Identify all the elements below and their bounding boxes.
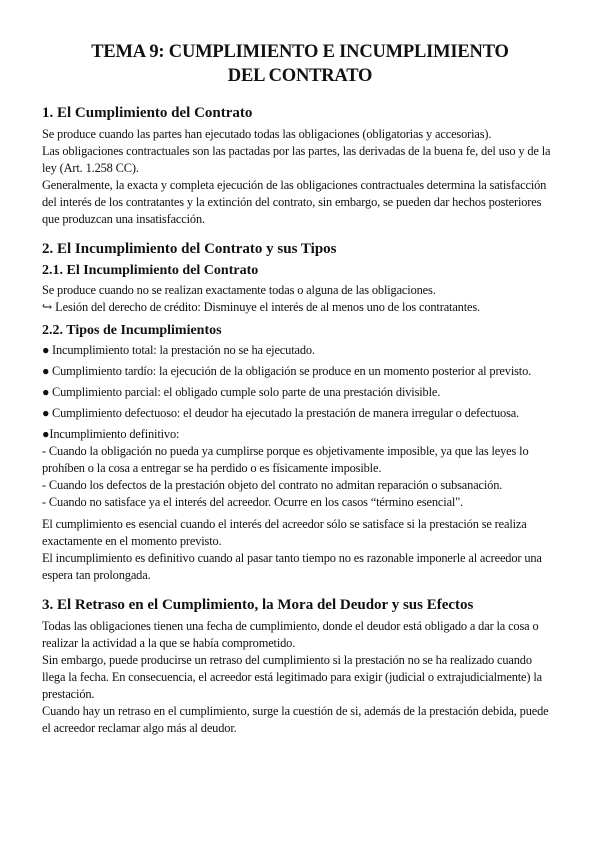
bullet-icon: ● [42, 406, 50, 420]
list-item: ● Cumplimiento tardío: la ejecución de la obligación se produce en un momento posterior al previsto. [42, 364, 532, 378]
subsection-2-2 [42, 322, 558, 584]
document-title [42, 40, 558, 88]
subsection-2-1-paragraph: Se produce cuando no se realizan exactamente todas o alguna de las obligaciones. [42, 283, 436, 297]
section-1-heading: 1. El Cumplimiento del Contrato [42, 105, 253, 121]
list-item: ● Cumplimiento parcial: el obligado cumple solo parte de una prestación divisible. [42, 385, 441, 399]
section-1-paragraph: Las obligaciones contractuales son las pactadas por las partes, las derivadas de la buena fe, del uso y de la ley (Art. 1.258 CC). [42, 144, 551, 175]
section-1-paragraph: Se produce cuando las partes han ejecutado todas las obligaciones (obligatorias y accesorias). [42, 127, 492, 141]
bullet-icon: ● [42, 385, 50, 399]
title-line-2: DEL CONTRATO [227, 66, 373, 86]
title-line-1: TEMA 9: CUMPLIMIENTO E INCUMPLIMIENTO [91, 42, 509, 62]
dash-item: - Cuando los defectos de la prestación objeto del contrato no admitan reparación o subsanación. [42, 478, 503, 492]
section-1 [42, 104, 558, 228]
bullet-icon: ● [42, 364, 50, 378]
list-item: ●Incumplimiento definitivo: [42, 427, 180, 441]
section-2-heading: 2. El Incumplimiento del Contrato y sus Tipos [42, 241, 337, 257]
subsection-2-1-heading: 2.1. El Incumplimiento del Contrato [42, 263, 259, 278]
section-3-paragraph: Cuando hay un retraso en el cumplimiento, surge la cuestión de si, además de la prestación debida, puede el acreedor reclamar algo más al deudor. [42, 704, 549, 735]
list-item: ● Incumplimiento total: la prestación no se ha ejecutado. [42, 343, 315, 357]
section-3-heading: 3. El Retraso en el Cumplimiento, la Mora del Deudor y sus Efectos [42, 597, 474, 613]
dash-item: - Cuando no satisface ya el interés del acreedor. Ocurre en los casos “término esencial". [42, 495, 464, 509]
section-2 [42, 240, 558, 584]
dash-item: - Cuando la obligación no pueda ya cumplirse porque es objetivamente imposible, ya que las leyes lo prohíben o la cosa a entregar se ha perdido o es físicamente imposible. [42, 444, 529, 475]
section-3-paragraph: Sin embargo, puede producirse un retraso del cumplimiento si la prestación no se ha realizado cuando llega la fecha. En consecuencia, el acreedor está legitimado para exigir (judicial o extrajudicialmente) la prestación. [42, 653, 542, 701]
section-3 [42, 596, 558, 737]
subsection-2-2-heading: 2.2. Tipos de Incumplimientos [42, 323, 222, 338]
subsection-2-1 [42, 262, 558, 316]
subsection-2-2-paragraph: El cumplimiento es esencial cuando el interés del acreedor sólo se satisface si la prestación se realiza exactamente en el momento previsto. [42, 517, 527, 548]
subsection-2-2-paragraph: El incumplimiento es definitivo cuando al pasar tanto tiempo no es razonable imponerle al acreedor una espera tan prolongada. [42, 551, 542, 582]
list-item: ● Cumplimiento defectuoso: el deudor ha ejecutado la prestación de manera irregular o defectuosa. [42, 406, 520, 420]
bullet-icon: ● [42, 343, 50, 357]
section-1-paragraph: Generalmente, la exacta y completa ejecución de las obligaciones contractuales determina la satisfacción del interés de los contratantes y la extinción del contrato, sin embargo, se pueden dar hechos posteriores que produzcan una insatisfacción. [42, 178, 547, 226]
bullet-icon: ● [42, 427, 50, 441]
subsection-2-1-note: ↪ Lesión del derecho de crédito: Disminuye el interés de al menos uno de los contratantes. [42, 300, 480, 314]
section-3-paragraph: Todas las obligaciones tienen una fecha de cumplimiento, donde el deudor está obligado a dar la cosa o realizar la actividad a la que se había comprometido. [42, 619, 539, 650]
